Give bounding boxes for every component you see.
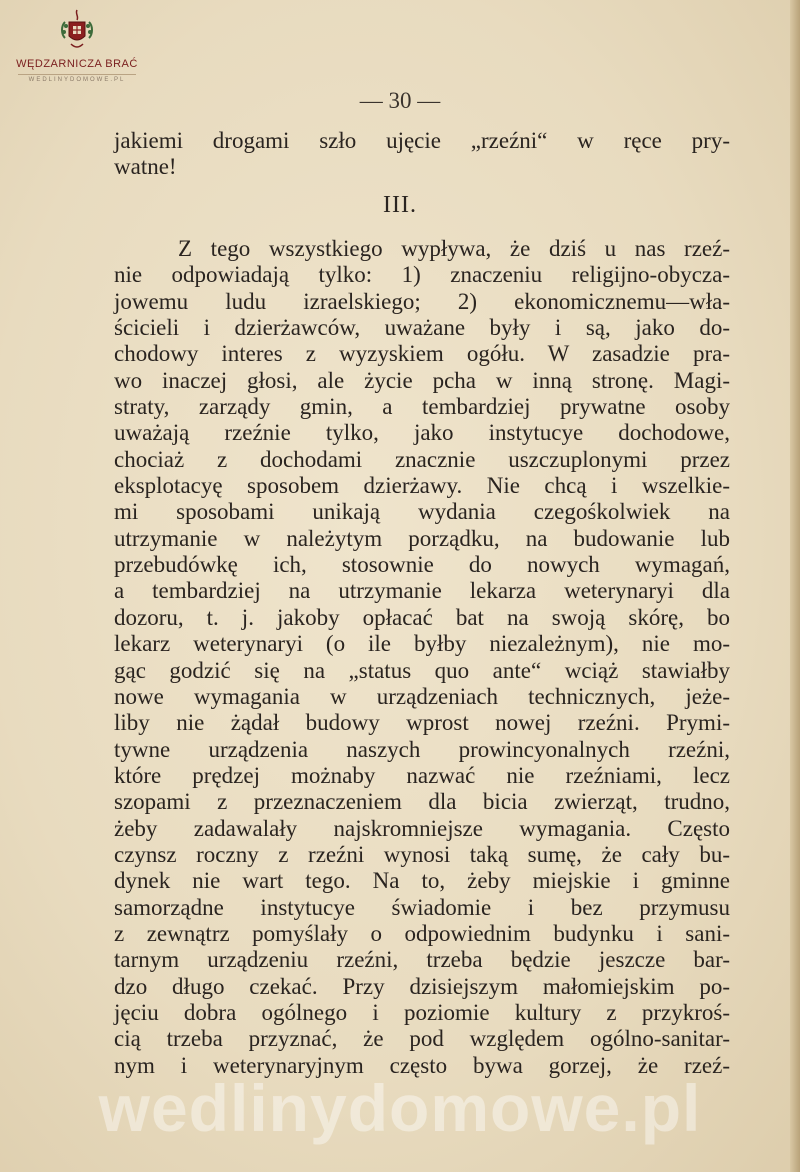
text-line: tarnym urządzeniu rzeźni, trzeba będzie jeszcze bar- bbox=[114, 947, 730, 973]
logo-url: WEDLINYDOMOWE.PL bbox=[28, 77, 126, 83]
paragraph-1 bbox=[114, 128, 730, 181]
text-line: eksplotacyę sposobem dzierżawy. Nie chcą i wszelkie- bbox=[114, 473, 730, 499]
text-line: czynsz roczny z rzeźni wynosi taką sumę, że cały bu- bbox=[114, 841, 730, 867]
text-line: nym i weterynaryjnym często bywa gorzej, że rzeź- bbox=[114, 1052, 730, 1078]
text-line: nowe wymagania w urządzeniach technicznych, jeże- bbox=[114, 683, 730, 709]
text-line: jęciu dobra ogólnego i poziomie kultury z przykroś- bbox=[114, 999, 730, 1025]
text-line: tywne urządzenia naszych prowincyonalnych rzeźni, bbox=[114, 736, 730, 762]
text-line: samorządne instytucye świadomie i bez przymusu bbox=[114, 894, 730, 920]
text-line: nie odpowiadają tylko: 1) znaczeniu religijno-obycza- bbox=[114, 262, 730, 288]
text-line: żeby zadawalały najskromniejsze wymagania. Często bbox=[114, 815, 730, 841]
text-line: liby nie żądał budowy wprost nowej rzeźni. Prymi- bbox=[114, 710, 730, 736]
watermark: wedlinydomowe.pl bbox=[98, 1071, 702, 1145]
text-line: dozoru, t. j. jakoby opłacać bat na swoją skórę, bo bbox=[114, 604, 730, 630]
page-number: — 30 — bbox=[359, 88, 441, 113]
text-line: a tembardziej na utrzymanie lekarza weterynaryi dla bbox=[114, 578, 730, 604]
text-line: przebudówkę ich, stosownie do nowych wymagań, bbox=[114, 552, 730, 578]
text-line: chociaż z dochodami znacznie uszczuplonymi przez bbox=[114, 446, 730, 472]
text-line: watne! bbox=[114, 154, 177, 180]
text-line: chodowy interes z wyzyskiem ogółu. W zasadzie pra- bbox=[114, 341, 730, 367]
page-edge bbox=[790, 0, 800, 1172]
text-line: uważają rzeźnie tylko, jako instytucye dochodowe, bbox=[114, 420, 730, 446]
text-line: szopami z przeznaczeniem dla bicia zwierząt, trudno, bbox=[114, 789, 730, 815]
text-line: jowemu ludu izraelskiego; 2) ekonomicznemu—wła- bbox=[114, 288, 730, 314]
paragraph-2 bbox=[114, 236, 730, 1079]
logo-name: WĘDZARNICZA BRAĆ bbox=[16, 58, 138, 70]
text-line: Z tego wszystkiego wypływa, że dziś u nas rzeź- bbox=[178, 236, 730, 261]
text-line: jakiemi drogami szło ujęcie „rzeźni“ w ręce pry- bbox=[114, 128, 730, 153]
text-line: z zewnątrz pomyślały o odpowiednim budynku i sani- bbox=[114, 920, 730, 946]
text-line: wo inaczej głosi, ale życie pcha w inną stronę. Magi- bbox=[114, 367, 730, 393]
text-line: gąc godzić się na „status quo ante“ wciąż stawiałby bbox=[114, 657, 730, 683]
text-line: ścicieli i dzierżawców, uważane były i są, jako do- bbox=[114, 315, 730, 341]
section-heading: III. bbox=[383, 192, 417, 218]
crest-icon bbox=[57, 8, 97, 56]
text-line: dynek nie wart tego. Na to, żeby miejskie i gminne bbox=[114, 868, 730, 894]
text-line: które prędzej możnaby nazwać nie rzeźniami, lecz bbox=[114, 762, 730, 788]
text-line: mi sposobami unikają wydania czegośkolwiek na bbox=[114, 499, 730, 525]
text-line: straty, zarządy gmin, a tembardziej prywatne osoby bbox=[114, 394, 730, 420]
text-line: utrzymanie w należytym porządku, na budowanie lub bbox=[114, 525, 730, 551]
text-line: cią trzeba przyznać, że pod względem ogólno-sanitar- bbox=[114, 1026, 730, 1052]
logo-divider bbox=[18, 74, 136, 75]
text-line: lekarz weterynaryi (o ile byłby niezależnym), nie mo- bbox=[114, 631, 730, 657]
text-line: dzo długo czekać. Przy dzisiejszym małomiejskim po- bbox=[114, 973, 730, 999]
